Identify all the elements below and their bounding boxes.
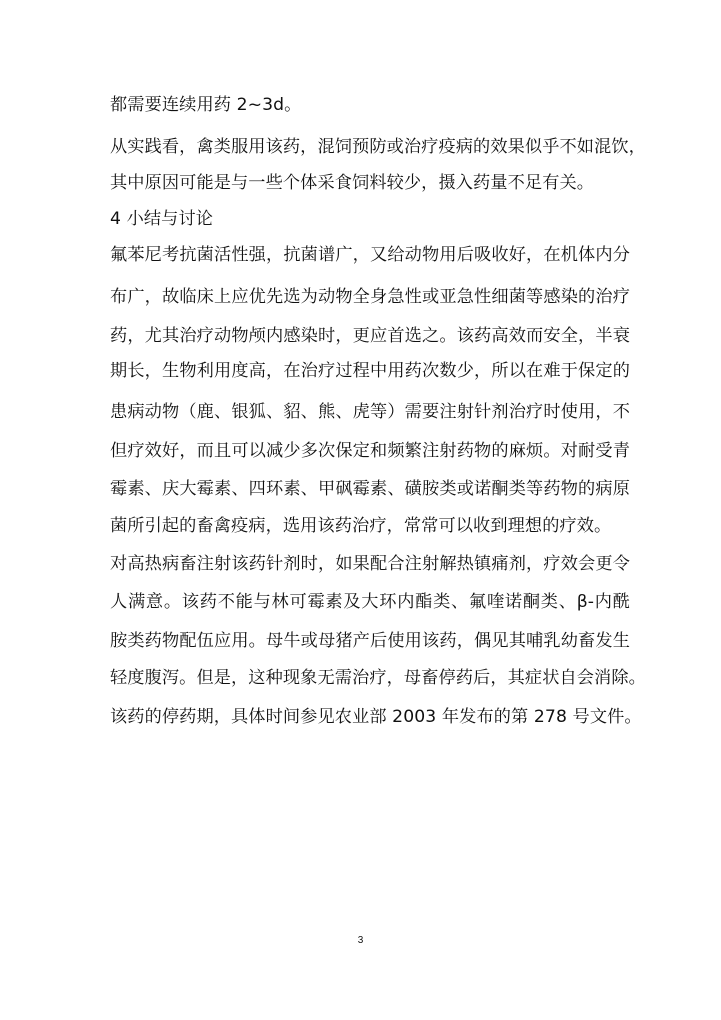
- text-line-continuation: 都需要连续用药 2~3d。: [110, 95, 302, 115]
- text-line: 菌所引起的畜禽疫病，选用该药治疗，常常可以收到理想的疗效。: [110, 516, 612, 536]
- text-line: 人满意。该药不能与林可霉素及大环内酯类、氟喹诺酮类、β-内酰: [110, 592, 630, 612]
- text-line: 胺类药物配伍应用。母牛或母猪产后使用该药，偶见其哺乳幼畜发生: [110, 631, 630, 651]
- text-line: 期长，生物利用度高，在治疗过程中用药次数少，所以在难于保定的: [110, 361, 630, 381]
- section-heading: 4 小结与讨论: [110, 209, 214, 229]
- text-line: 布广，故临床上应优先选为动物全身急性或亚急性细菌等感染的治疗: [110, 287, 630, 307]
- text-line: 该药的停药期，具体时间参见农业部 2003 年发布的第 278 号文件。: [110, 707, 642, 727]
- text-line: 氟苯尼考抗菌活性强，抗菌谱广，又给动物用后吸收好，在机体内分: [110, 245, 630, 265]
- page-number: 3: [357, 935, 364, 946]
- text-line: 对高热病畜注射该药针剂时，如果配合注射解热镇痛剂，疗效会更令: [110, 554, 630, 574]
- text-line: 但疗效好，而且可以减少多次保定和频繁注射药物的麻烦。对耐受青: [110, 441, 630, 461]
- text-line: 从实践看，禽类服用该药，混饲预防或治疗疫病的效果似乎不如混饮，: [110, 137, 646, 157]
- text-line: 轻度腹泻。但是，这种现象无需治疗，母畜停药后，其症状自会消除。: [110, 668, 646, 688]
- text-line: 其中原因可能是与一些个体采食饲料较少，摄入药量不足有关。: [110, 173, 595, 193]
- text-line: 患病动物（鹿、银狐、貂、熊、虎等）需要注射针剂治疗时使用，不: [110, 402, 630, 422]
- text-line: 药，尤其治疗动物颅内感染时，更应首选之。该药高效而安全，半衰: [110, 326, 630, 346]
- text-line: 霉素、庆大霉素、四环素、甲砜霉素、磺胺类或诺酮类等药物的病原: [110, 479, 630, 499]
